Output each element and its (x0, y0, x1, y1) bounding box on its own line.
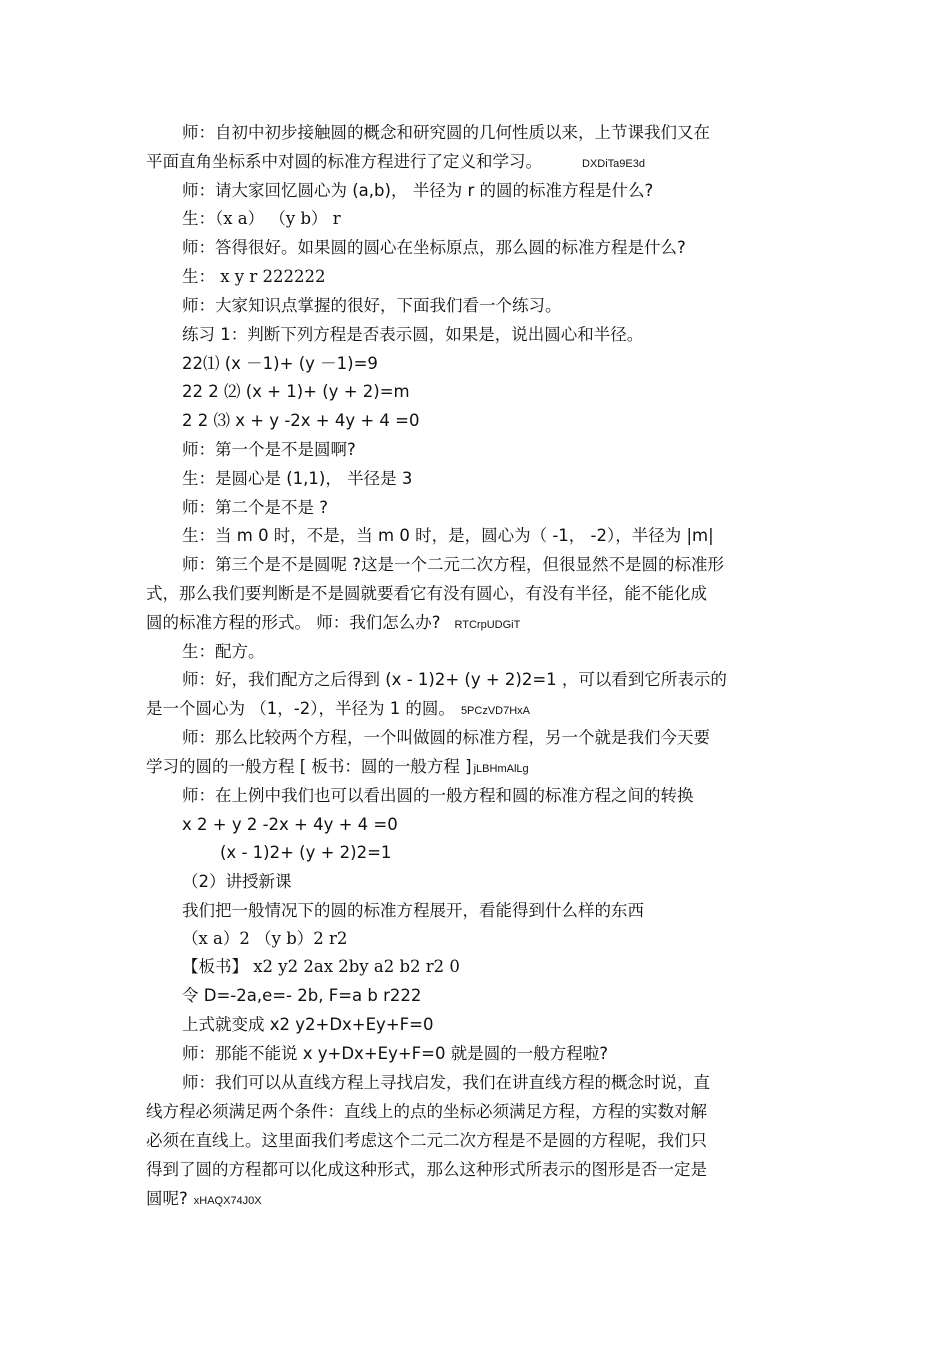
equation-line: 22⑴ (x －1)+ (y －1)=9 (182, 354, 378, 373)
equation-line: 22 2 ⑵ (x + 1)+ (y + 2)=m (182, 382, 410, 401)
text-line: 生：（x a） （y b） r (182, 209, 341, 228)
text-line: 师：请大家回忆圆心为 (a,b)， 半径为 r 的圆的标准方程是什么? (182, 181, 654, 200)
watermark-code: DXDiTa9E3d (582, 158, 645, 170)
text-line: 师：第二个是不是 ? (182, 498, 329, 517)
section-heading: （2）讲授新课 (182, 872, 292, 891)
text-line: 生：当 m 0 时，不是，当 m 0 时，是，圆心为（ -1， -2），半径为 |m| (182, 526, 714, 545)
text-line: 生： x y r 222222 (182, 267, 326, 286)
text-line: 师：答得很好。如果圆的圆心在坐标原点，那么圆的标准方程是什么? (182, 238, 686, 257)
equation-line: 上式就变成 x2 y2+Dx+Ey+F=0 (182, 1015, 434, 1034)
text-line: 学习的圆的一般方程 [ 板书：圆的一般方程 ] jLBHmAlLg (146, 757, 529, 776)
text-line: 师：在上例中我们也可以看出圆的一般方程和圆的标准方程之间的转换 (182, 786, 694, 805)
text-line: 师：那能不能说 x y+Dx+Ey+F=0 就是圆的一般方程啦? (182, 1044, 608, 1063)
text-line: 式，那么我们要判断是不是圆就要看它有没有圆心，有没有半径，能不能化成 (146, 584, 707, 603)
text-line: 师：那么比较两个方程，一个叫做圆的标准方程，另一个就是我们今天要 (182, 728, 710, 747)
text-line: 师：大家知识点掌握的很好，下面我们看一个练习。 (182, 296, 562, 315)
equation-line: 【板书】 x2 y2 2ax 2by a2 b2 r2 0 (182, 957, 460, 976)
text-line: 圆的标准方程的形式。 师：我们怎么办? RTCrpUDGiT (146, 613, 521, 632)
text-line: 练习 1：判断下列方程是否表示圆，如果是，说出圆心和半径。 (182, 325, 644, 344)
text-line: 师：我们可以从直线方程上寻找启发，我们在讲直线方程的概念时说，直 (182, 1073, 710, 1092)
text-line: 是一个圆心为 （1，-2），半径为 1 的圆。 5PCzVD7HxA (146, 699, 531, 718)
text-line: 得到了圆的方程都可以化成这种形式，那么这种形式所表示的图形是否一定是 (146, 1160, 707, 1179)
text-line: 平面直角坐标系中对圆的标准方程进行了定义和学习。 DXDiTa9E3d (146, 152, 645, 171)
text-line: 师：第三个是不是圆呢 ?这是一个二元二次方程，但很显然不是圆的标准形 (182, 555, 725, 574)
watermark-code: jLBHmAlLg (473, 763, 529, 775)
equation-line: 令 D=-2a,e=- 2b, F=a b r222 (182, 986, 422, 1005)
equation-line: 2 2 ⑶ x + y -2x + 4y + 4 =0 (182, 411, 420, 430)
watermark-code: RTCrpUDGiT (454, 619, 521, 631)
text-line: 师：好，我们配方之后得到 (x - 1)2+ (y + 2)2=1 ，可以看到它所表示的 (182, 670, 727, 689)
watermark-code: xHAQX74J0X (193, 1195, 262, 1207)
text-line: 师：自初中初步接触圆的概念和研究圆的几何性质以来，上节课我们又在 (182, 123, 710, 142)
text-line: 师：第一个是不是圆啊? (182, 440, 356, 459)
equation-line: (x - 1)2+ (y + 2)2=1 (220, 843, 392, 862)
text-line: 圆呢? xHAQX74J0X (146, 1189, 262, 1208)
watermark-code: 5PCzVD7HxA (460, 705, 531, 717)
text-line: 生：是圆心是 (1,1)， 半径是 3 (182, 469, 413, 488)
equation-line: （x a）2 （y b）2 r2 (182, 929, 348, 948)
text-line: 生：配方。 (182, 642, 265, 661)
text-line: 我们把一般情况下的圆的标准方程展开，看能得到什么样的东西 (182, 901, 644, 920)
equation-line: x 2 + y 2 -2x + 4y + 4 =0 (182, 815, 398, 834)
text-line: 线方程必须满足两个条件：直线上的点的坐标必须满足方程，方程的实数对解 (146, 1102, 707, 1121)
text-line: 必须在直线上。这里面我们考虑这个二元二次方程是不是圆的方程呢，我们只 (146, 1131, 707, 1150)
